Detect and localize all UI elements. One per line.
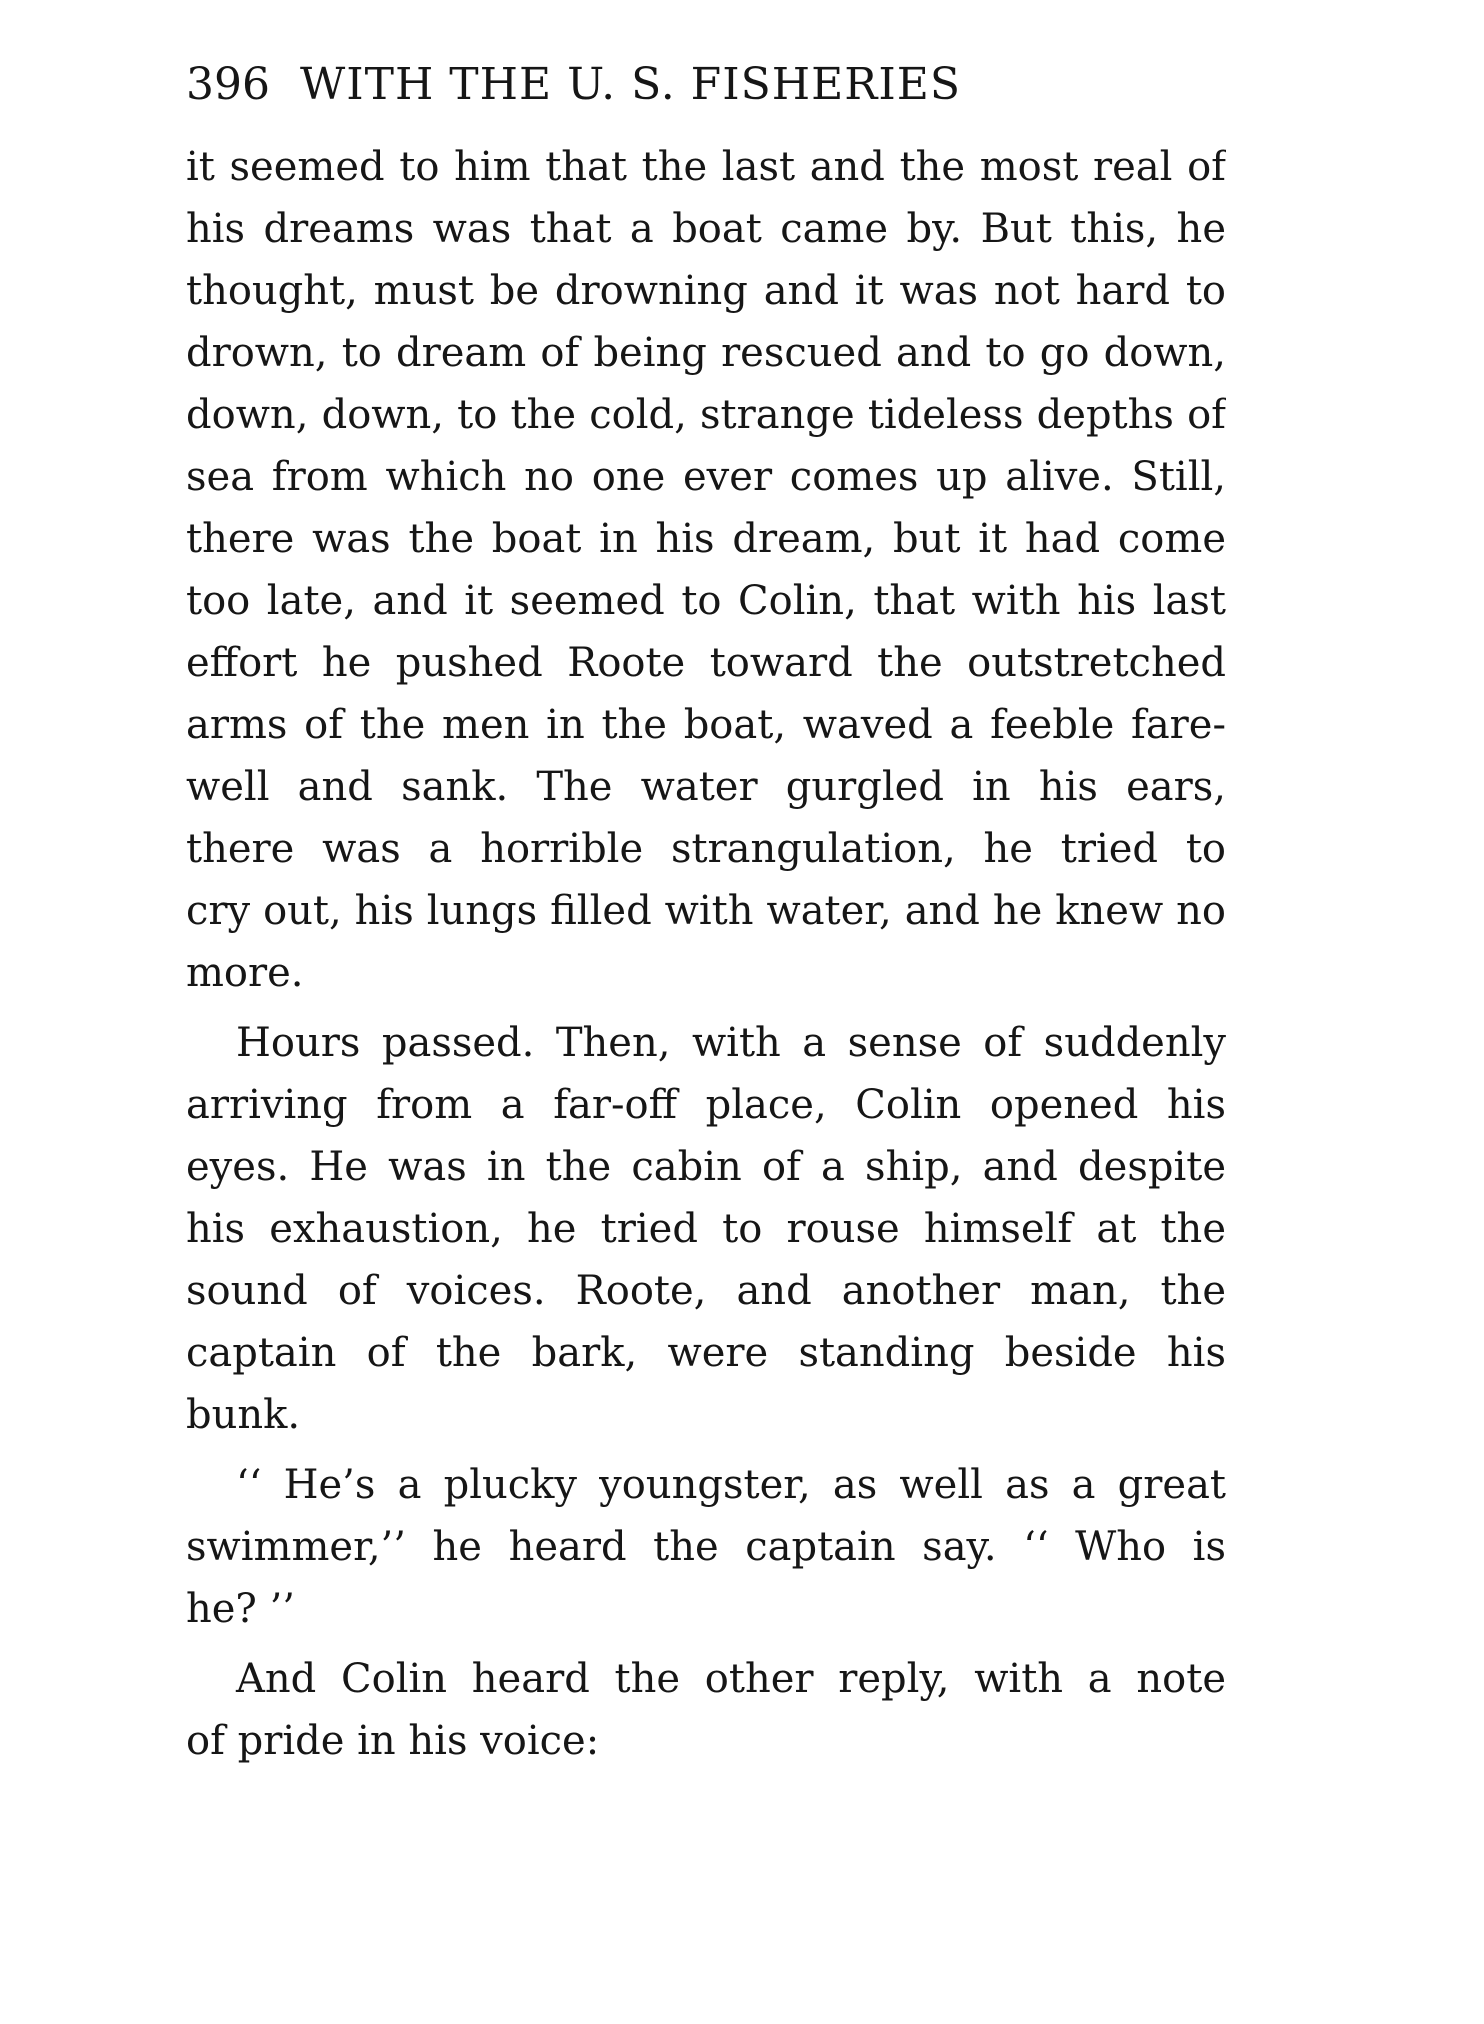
text-line: his dreams was that a boat came by. But this, he [186,206,1226,252]
text-line: swimmer,’’ he heard the captain say. ‘‘ Who is [186,1524,1226,1570]
text-line: sea from which no one ever comes up alive. Still, [186,454,1226,500]
text-line: there was the boat in his dream, but it had come [186,516,1226,562]
running-header [186,50,1166,120]
text-line: down, down, to the cold, strange tideless depths of [186,392,1226,438]
text-line: sound of voices. Roote, and another man, the [186,1268,1226,1314]
text-line: effort he pushed Roote toward the outstretched [186,640,1226,686]
text-line: bunk. [186,1392,301,1438]
text-line: captain of the bark, were standing beside his [186,1330,1226,1376]
text-line: of pride in his voice: [186,1718,600,1764]
text-line: well and sank. The water gurgled in his ears, [186,764,1226,810]
text-line: Hours passed. Then, with a sense of suddenly [236,1020,1226,1066]
text-line: there was a horrible strangulation, he tried to [186,826,1226,872]
text-line: he? ’’ [186,1586,296,1632]
text-line: arriving from a far-off place, Colin opened his [186,1082,1226,1128]
text-line: cry out, his lungs filled with water, and he knew no [186,888,1226,934]
text-line: it seemed to him that the last and the most real of [186,144,1226,190]
text-line: eyes. He was in the cabin of a ship, and despite [186,1144,1226,1190]
paragraph-3 [186,1454,1226,1640]
running-title: WITH THE U. S. FISHERIES [299,59,961,110]
text-line: his exhaustion, he tried to rouse himself at the [186,1206,1226,1252]
paragraph-1 [186,136,1226,1004]
text-line: drown, to dream of being rescued and to go down, [186,330,1226,376]
text-line: arms of the men in the boat, waved a feeble fare- [186,702,1226,748]
text-line: And Colin heard the other reply, with a note [236,1656,1226,1702]
paragraph-2 [186,1012,1226,1446]
text-line: ‘‘ He’s a plucky youngster, as well as a great [236,1462,1226,1508]
body-text [186,136,1226,1780]
page-number: 396 [186,59,270,110]
text-line: thought, must be drowning and it was not hard to [186,268,1226,314]
text-line: too late, and it seemed to Colin, that with his last [186,578,1226,624]
text-line: more. [186,950,304,996]
paragraph-4 [186,1648,1226,1772]
